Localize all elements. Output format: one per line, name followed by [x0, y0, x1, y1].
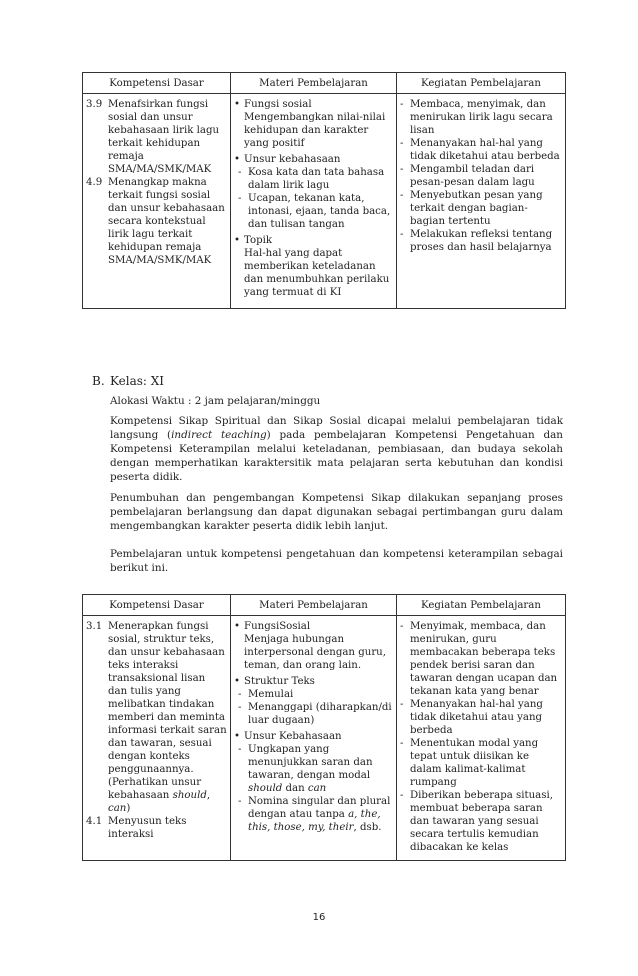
materi-text: Menjaga hubungan interpersonal dengan guru, teman, dan orang lain.	[244, 634, 386, 671]
kd-item	[86, 815, 227, 841]
materi-section	[234, 620, 393, 672]
kegiatan-item: - Menentukan modal yang tepat untuk diisikan ke dalam kalimat-kalimat rumpang	[400, 738, 539, 788]
table-row	[83, 616, 566, 861]
kegiatan-item: - Melakukan refleksi tentang proses dan hasil belajarnya	[400, 229, 553, 253]
materi-title: Struktur Teks	[244, 676, 315, 687]
alokasi-waktu: Alokasi Waktu : 2 jam pelajaran/minggu	[110, 395, 321, 407]
materi-cell	[231, 94, 397, 309]
kd-item	[86, 98, 227, 176]
materi-title: FungsiSosial	[244, 621, 311, 632]
kd-number: 4.9	[86, 177, 103, 188]
paragraph: Pembelajaran untuk kompetensi pengetahuan dan kompetensi keterampilan sebagai berikut ini.	[110, 548, 563, 574]
kegiatan-cell	[397, 94, 566, 309]
page-number: 16	[312, 912, 326, 923]
materi-subitem: - Ucapan, tekanan kata, intonasi, ejaan, tanda baca, dan tulisan tangan	[238, 193, 391, 230]
kegiatan-item: - Menyebutkan pesan yang terkait dengan bagian-bagian tertentu	[400, 190, 543, 227]
kegiatan-item: - Menanyakan hal-hal yang tidak diketahui atau berbeda	[400, 138, 560, 162]
header-kompetensi-dasar: Kompetensi Dasar	[83, 73, 231, 94]
materi-section	[234, 234, 393, 299]
kegiatan-item: - Mengambil teladan dari pesan-pesan dalam lagu	[400, 164, 535, 188]
bullet-icon: •	[234, 99, 241, 110]
materi-title: Unsur Kebahasaan	[244, 731, 342, 742]
paragraph: Penumbuhan dan pengembangan Kompetensi Sikap dilakukan sepanjang proses pembelajaran berlangsung dan dapat digunakan sebagai pertimbangan guru dalam mengembangkan karakter peserta didik lebih lanjut.	[110, 492, 563, 532]
materi-title: Topik	[244, 235, 273, 246]
header-materi-pembelajaran: Materi Pembelajaran	[231, 73, 397, 94]
materi-subitem: - Kosa kata dan tata bahasa dalam lirik lagu	[238, 167, 385, 191]
materi-text: Mengembangkan nilai-nilai kehidupan dan karakter yang positif	[244, 112, 386, 149]
materi-subitem: - Memulai	[238, 689, 294, 700]
kd-text: Menafsirkan fungsi sosial dan unsur kebahasaan lirik lagu terkait kehidupan remaja SMA/MA/SMK/MAK	[108, 99, 220, 175]
kd-text: Menyusun teks interaksi	[108, 816, 187, 840]
header-kegiatan-pembelajaran: Kegiatan Pembelajaran	[397, 73, 566, 94]
header-materi-pembelajaran: Materi Pembelajaran	[231, 595, 397, 616]
competency-table-1	[82, 72, 566, 309]
bullet-icon: •	[234, 676, 241, 687]
materi-section	[234, 98, 393, 150]
bullet-icon: •	[234, 235, 241, 246]
paragraph: Kompetensi Sikap Spiritual dan Sikap Sosial dicapai melalui pembelajaran tidak langsung (indirect teaching) pada pembelajaran Kompetensi Pengetahuan dan Kompetensi Keterampilan melalui keteladanan, pembiasaan, dan budaya sekolah dengan memperhatikan karaktersitik mata pelajaran serta kebutuhan dan kondisi peserta didik.	[110, 415, 563, 483]
materi-subitem: - Menanggapi (diharapkan/di luar dugaan)	[238, 702, 392, 726]
table-header-row	[83, 73, 566, 94]
kd-text: Menangkap makna terkait fungsi sosial dan unsur kebahasaan secara kontekstual lirik lagu terkait kehidupan remaja SMA/MA/SMK/MAK	[108, 177, 225, 266]
kegiatan-cell	[397, 616, 566, 861]
bullet-icon: •	[234, 621, 241, 632]
section-letter: B.	[92, 374, 105, 388]
kd-item	[86, 620, 227, 815]
competency-table-2	[82, 594, 566, 861]
materi-title: Fungsi sosial	[244, 99, 312, 110]
kd-cell	[83, 94, 231, 309]
header-kompetensi-dasar: Kompetensi Dasar	[83, 595, 231, 616]
materi-section	[234, 153, 393, 231]
kd-item	[86, 176, 227, 267]
kegiatan-item: - Menanyakan hal-hal yang tidak diketahui atau yang berbeda	[400, 699, 543, 736]
materi-title: Unsur kebahasaan	[244, 154, 341, 165]
materi-text: Hal-hal yang dapat memberikan keteladanan dan menumbuhkan perilaku yang termuat di KI	[244, 248, 390, 298]
kd-text: Menerapkan fungsi sosial, struktur teks, dan unsur kebahasaan teks interaksi transaksional lisan dan tulis yang melibatkan tindakan memberi dan meminta informasi terkait saran dan tawaran, sesuai dengan konteks penggunaannya. (Perhatikan unsur kebahasaan should, can)	[108, 621, 227, 814]
section-heading	[92, 374, 164, 388]
materi-subitem: - Nomina singular dan plural dengan atau tanpa a, the, this, those, my, their, dsb.	[238, 796, 391, 833]
header-kegiatan-pembelajaran: Kegiatan Pembelajaran	[397, 595, 566, 616]
table-header-row	[83, 595, 566, 616]
kd-cell	[83, 616, 231, 861]
bullet-icon: •	[234, 154, 241, 165]
materi-subitem: - Ungkapan yang menunjukkan saran dan tawaran, dengan modal should dan can	[238, 744, 373, 794]
section-title: Kelas: XI	[110, 374, 165, 388]
table-row	[83, 94, 566, 309]
kd-number: 3.1	[86, 621, 103, 632]
materi-cell	[231, 616, 397, 861]
materi-section	[234, 675, 393, 727]
materi-section	[234, 730, 393, 834]
bullet-icon: •	[234, 731, 241, 742]
kd-number: 4.1	[86, 816, 103, 827]
kegiatan-item: - Diberikan beberapa situasi, membuat beberapa saran dan tawaran yang sesuai secara tertulis kemudian dibacakan ke kelas	[400, 790, 553, 853]
kd-number: 3.9	[86, 99, 103, 110]
kegiatan-item: - Menyimak, membaca, dan menirukan, guru membacakan beberapa teks pendek berisi saran dan tawaran dengan ucapan dan tekanan kata yang benar	[400, 621, 558, 697]
kegiatan-item: - Membaca, menyimak, dan menirukan lirik lagu secara lisan	[400, 99, 553, 136]
